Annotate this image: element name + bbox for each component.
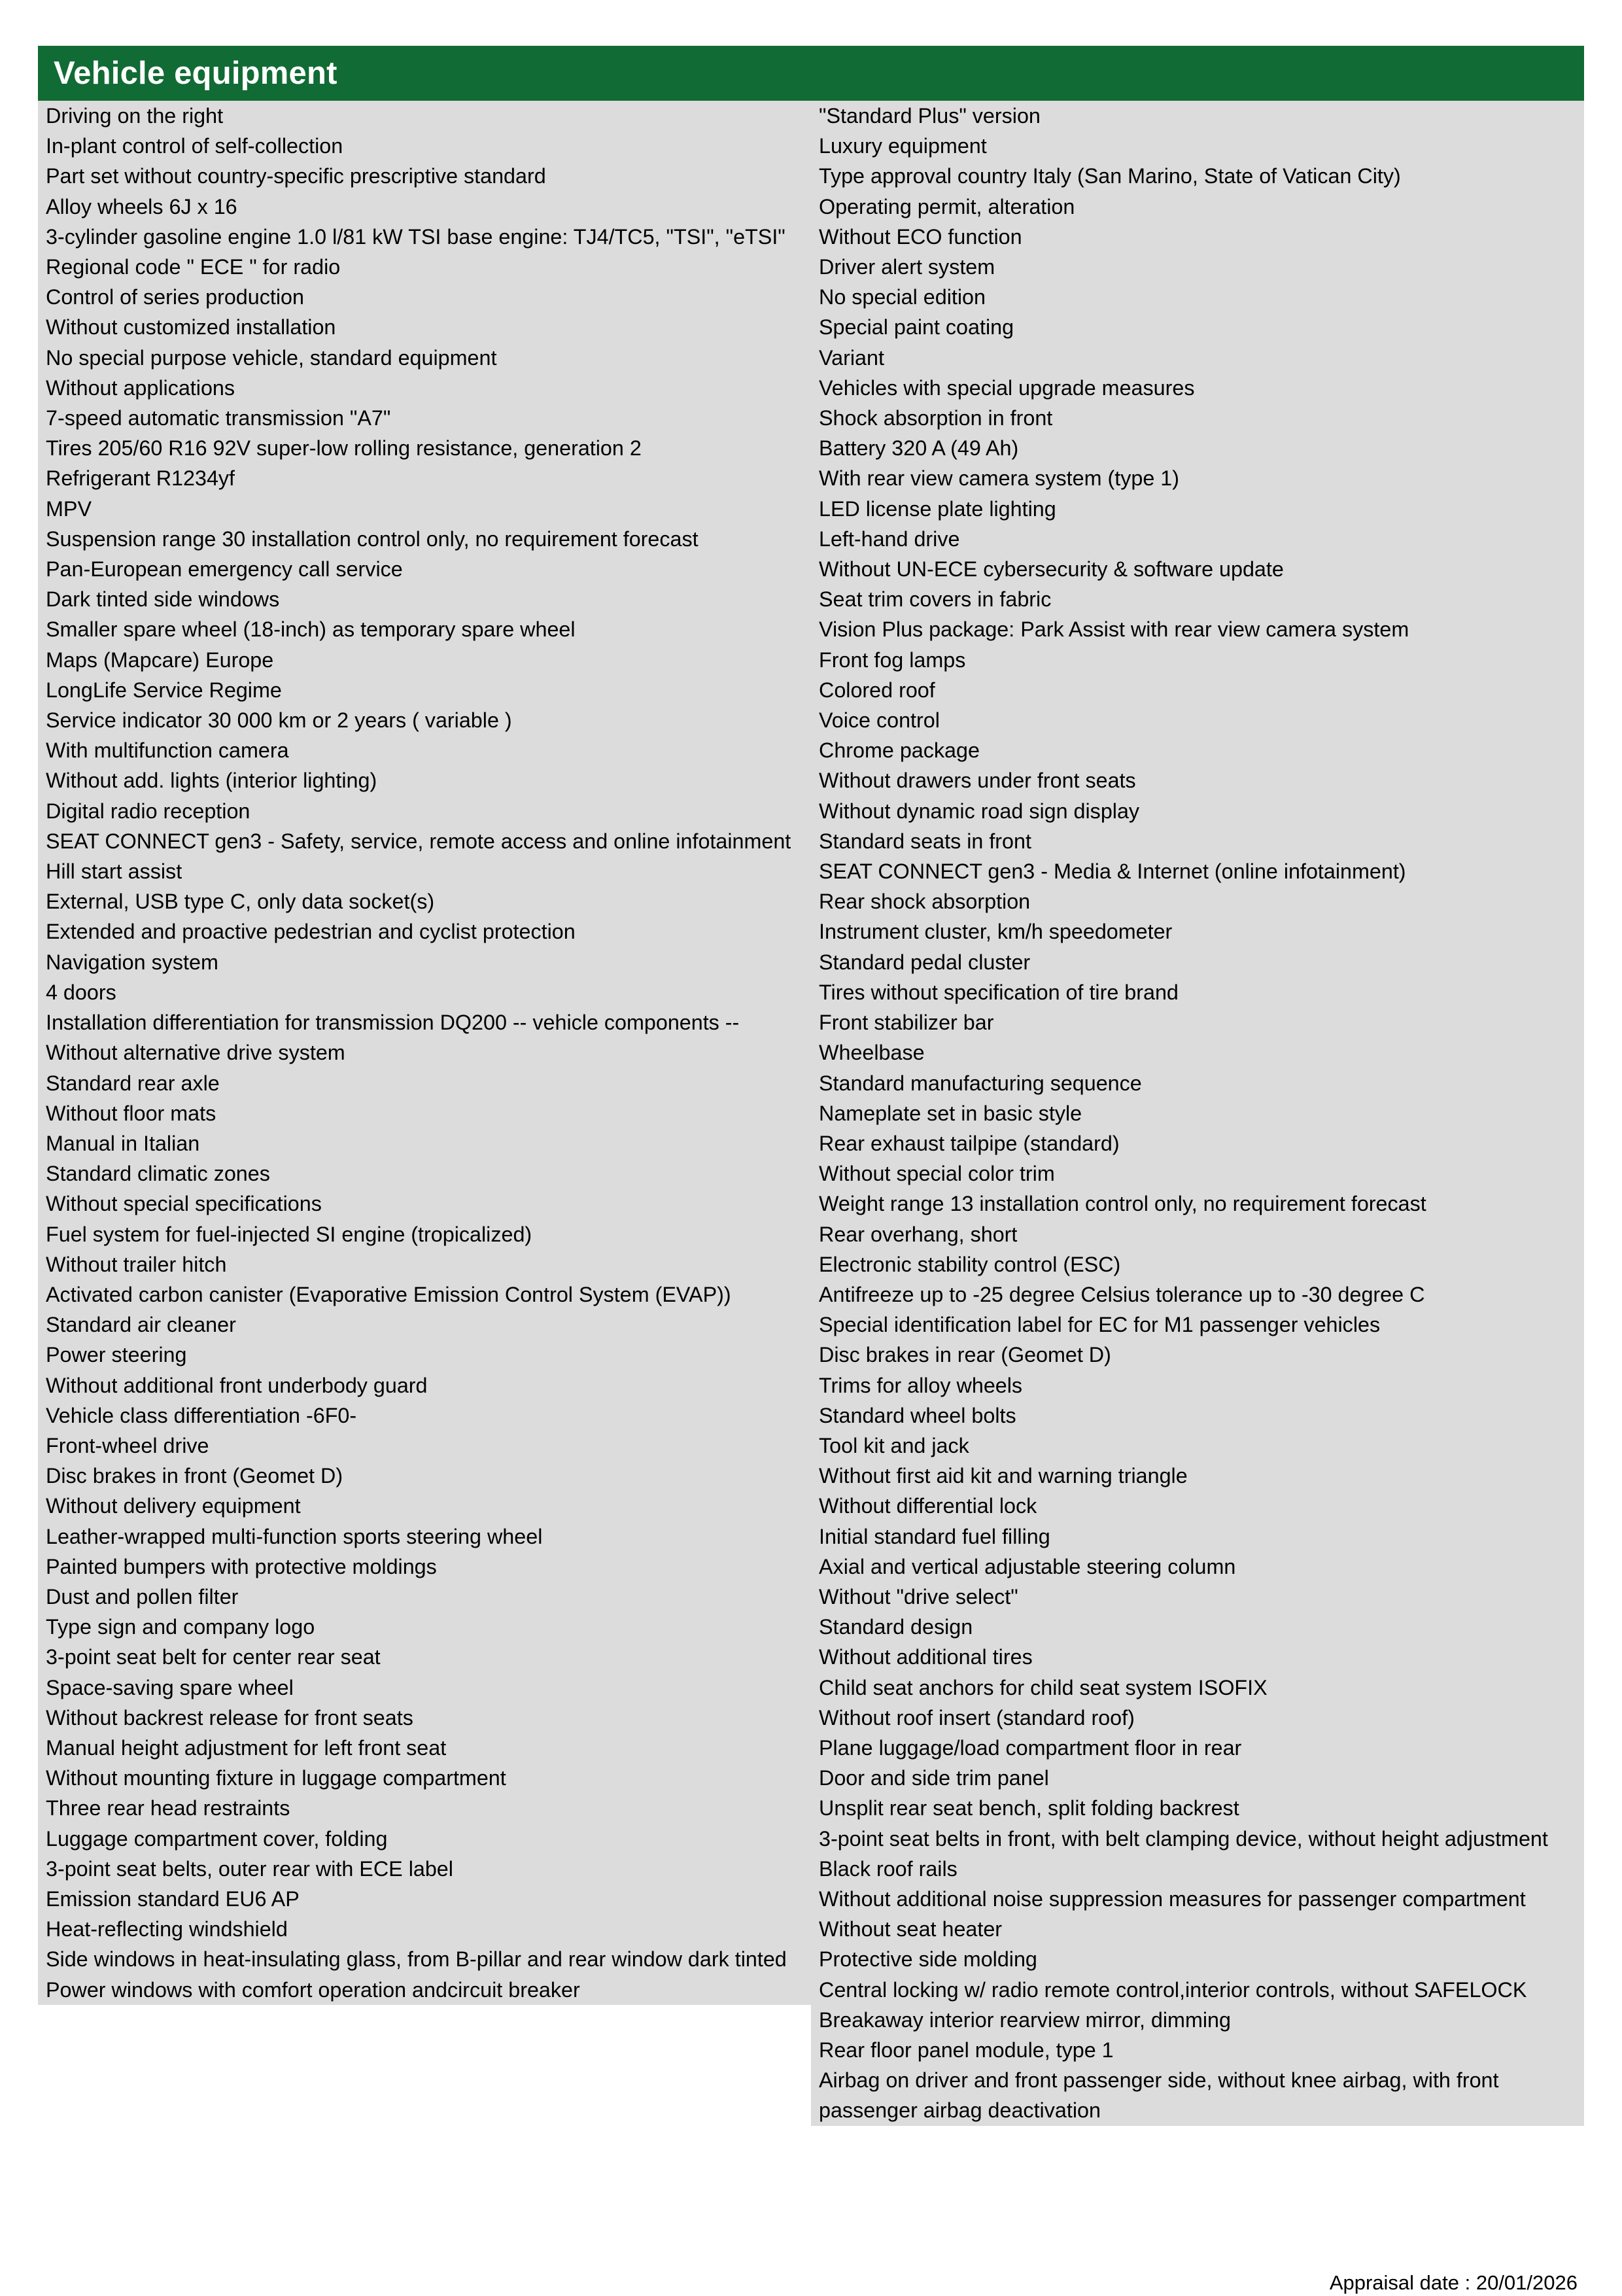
equipment-item: Without "drive select": [819, 1584, 1018, 1609]
equipment-item: 4 doors: [46, 980, 116, 1004]
equipment-item: In-plant control of self-collection: [46, 134, 343, 158]
equipment-item: Instrument cluster, km/h speedometer: [819, 920, 1173, 944]
equipment-item: Activated carbon canister (Evaporative Emission Control System (EVAP)): [46, 1282, 731, 1306]
equipment-item: LongLife Service Regime: [46, 678, 282, 702]
equipment-item: Without roof insert (standard roof): [819, 1705, 1135, 1730]
equipment-item: Black roof rails: [819, 1856, 958, 1881]
equipment-item: Without floor mats: [46, 1101, 216, 1125]
equipment-item: Without customized installation: [46, 315, 336, 339]
equipment-item: SEAT CONNECT gen3 - Media & Internet (online infotainment): [819, 860, 1406, 884]
equipment-item: Standard rear axle: [46, 1071, 220, 1095]
equipment-item: Chrome package: [819, 739, 980, 763]
equipment-item: Initial standard fuel filling: [819, 1524, 1050, 1548]
equipment-item: Door and side trim panel: [819, 1766, 1049, 1790]
equipment-item: Rear floor panel module, type 1: [819, 2038, 1114, 2062]
equipment-item: No special edition: [819, 285, 986, 309]
equipment-item: Vision Plus package: Park Assist with rear view camera system: [819, 617, 1409, 642]
equipment-item: Alloy wheels 6J x 16: [46, 194, 237, 218]
equipment-item: Maps (Mapcare) Europe: [46, 648, 274, 672]
equipment-item: Without special specifications: [46, 1192, 322, 1216]
equipment-item: Central locking w/ radio remote control,interior controls, without SAFELOCK: [819, 1977, 1527, 2002]
equipment-item: 3-point seat belt for center rear seat: [46, 1645, 381, 1669]
equipment-item: Driver alert system: [819, 255, 995, 279]
equipment-item: Shock absorption in front: [819, 406, 1053, 430]
equipment-item: Smaller spare wheel (18-inch) as temporary spare wheel: [46, 617, 576, 642]
equipment-item: Service indicator 30 000 km or 2 years ( variable ): [46, 708, 512, 733]
equipment-item: Rear overhang, short: [819, 1222, 1018, 1246]
equipment-item: Extended and proactive pedestrian and cyclist protection: [46, 920, 576, 944]
equipment-item: Driving on the right: [46, 104, 224, 128]
equipment-item: Left-hand drive: [819, 527, 960, 551]
equipment-item: Without differential lock: [819, 1494, 1037, 1518]
equipment-item: Vehicles with special upgrade measures: [819, 375, 1195, 400]
equipment-item: Axial and vertical adjustable steering column: [819, 1554, 1236, 1578]
equipment-item: 3-point seat belts in front, with belt clamping device, without height adjustment: [819, 1826, 1548, 1851]
equipment-item: 3-point seat belts, outer rear with ECE label: [46, 1856, 453, 1881]
equipment-item: Rear shock absorption: [819, 890, 1031, 914]
equipment-item: Regional code " ECE " for radio: [46, 255, 341, 279]
equipment-item: Digital radio reception: [46, 799, 250, 823]
equipment-item: Manual in Italian: [46, 1131, 200, 1155]
equipment-item: Tires without specification of tire brand: [819, 980, 1179, 1004]
equipment-item: Emission standard EU6 AP: [46, 1887, 300, 1911]
equipment-item: Tool kit and jack: [819, 1433, 969, 1457]
equipment-item: Standard pedal cluster: [819, 950, 1031, 974]
equipment-item: Disc brakes in front (Geomet D): [46, 1464, 343, 1488]
equipment-item: Without drawers under front seats: [819, 769, 1136, 793]
equipment-item: Variant: [819, 345, 884, 370]
equipment-item: Type approval country Italy (San Marino, State of Vatican City): [819, 164, 1401, 188]
equipment-item: MPV: [46, 496, 92, 521]
equipment-item: Fuel system for fuel-injected SI engine (tropicalized): [46, 1222, 532, 1246]
equipment-item: Standard air cleaner: [46, 1313, 236, 1337]
equipment-item: Seat trim covers in fabric: [819, 587, 1052, 612]
equipment-item: Standard manufacturing sequence: [819, 1071, 1142, 1095]
equipment-item: Vehicle class differentiation -6F0-: [46, 1403, 357, 1427]
equipment-item: Space-saving spare wheel: [46, 1675, 294, 1699]
equipment-item: Standard climatic zones: [46, 1162, 270, 1186]
equipment-item: Breakaway interior rearview mirror, dimming: [819, 2008, 1231, 2032]
equipment-item: Without backrest release for front seats: [46, 1705, 413, 1730]
equipment-item: Manual height adjustment for left front seat: [46, 1735, 447, 1760]
equipment-item: Battery 320 A (49 Ah): [819, 436, 1019, 461]
equipment-item: Leather-wrapped multi-function sports steering wheel: [46, 1524, 543, 1548]
equipment-item: Trims for alloy wheels: [819, 1373, 1023, 1397]
equipment-item: Without mounting fixture in luggage compartment: [46, 1766, 506, 1790]
equipment-item: Rear exhaust tailpipe (standard): [819, 1131, 1120, 1155]
equipment-item: LED license plate lighting: [819, 496, 1056, 521]
equipment-item: Without add. lights (interior lighting): [46, 769, 377, 793]
equipment-item: Refrigerant R1234yf: [46, 466, 235, 491]
equipment-item: Dark tinted side windows: [46, 587, 280, 612]
equipment-item: Control of series production: [46, 285, 304, 309]
equipment-item: Without applications: [46, 375, 235, 400]
equipment-item: Front-wheel drive: [46, 1433, 209, 1457]
equipment-item: Electronic stability control (ESC): [819, 1252, 1121, 1276]
equipment-item: Side windows in heat-insulating glass, from B-pillar and rear window dark tinted: [46, 1947, 787, 1972]
equipment-item: Nameplate set in basic style: [819, 1101, 1082, 1125]
equipment-item: Unsplit rear seat bench, split folding backrest: [819, 1796, 1239, 1820]
equipment-item: External, USB type C, only data socket(s): [46, 890, 435, 914]
section-header: [38, 46, 1584, 101]
equipment-item: Front fog lamps: [819, 648, 966, 672]
equipment-item: Without dynamic road sign display: [819, 799, 1140, 823]
equipment-item: Disc brakes in rear (Geomet D): [819, 1343, 1111, 1367]
equipment-item: Voice control: [819, 708, 940, 733]
equipment-item: 7-speed automatic transmission "A7": [46, 406, 391, 430]
equipment-item: Without additional noise suppression measures for passenger compartment: [819, 1887, 1526, 1911]
equipment-item: Weight range 13 installation control only, no requirement forecast: [819, 1192, 1426, 1216]
equipment-item: Without delivery equipment: [46, 1494, 301, 1518]
equipment-item: Without alternative drive system: [46, 1041, 345, 1065]
section-title: Vehicle equipment: [54, 56, 337, 91]
equipment-item: Power windows with comfort operation andcircuit breaker: [46, 1977, 580, 2002]
equipment-item: Without special color trim: [819, 1162, 1055, 1186]
equipment-item: With rear view camera system (type 1): [819, 466, 1179, 491]
equipment-item: Type sign and company logo: [46, 1615, 315, 1639]
equipment-item: Standard design: [819, 1615, 973, 1639]
equipment-item: Luggage compartment cover, folding: [46, 1826, 388, 1851]
equipment-item: Luxury equipment: [819, 134, 987, 158]
equipment-item: Suspension range 30 installation control only, no requirement forecast: [46, 527, 699, 551]
equipment-item: Without additional tires: [819, 1645, 1033, 1669]
equipment-item: With multifunction camera: [46, 739, 289, 763]
equipment-item: Colored roof: [819, 678, 935, 702]
equipment-item: Three rear head restraints: [46, 1796, 290, 1820]
equipment-item: Special paint coating: [819, 315, 1014, 339]
equipment-item: Dust and pollen filter: [46, 1584, 239, 1609]
equipment-item: Front stabilizer bar: [819, 1011, 994, 1035]
equipment-item: Without UN-ECE cybersecurity & software update: [819, 557, 1284, 582]
equipment-item: Plane luggage/load compartment floor in rear: [819, 1735, 1242, 1760]
equipment-item: Wheelbase: [819, 1041, 925, 1065]
equipment-item: Without seat heater: [819, 1917, 1003, 1941]
equipment-item: Painted bumpers with protective moldings: [46, 1554, 437, 1578]
appraisal-date: Appraisal date : 20/01/2026: [1329, 2271, 1578, 2294]
equipment-item: Installation differentiation for transmission DQ200 -- vehicle components --: [46, 1011, 740, 1035]
equipment-item: Without trailer hitch: [46, 1252, 227, 1276]
equipment-item: No special purpose vehicle, standard equipment: [46, 345, 497, 370]
equipment-item: Special identification label for EC for M1 passenger vehicles: [819, 1313, 1381, 1337]
equipment-item: Operating permit, alteration: [819, 194, 1075, 218]
equipment-item: Standard wheel bolts: [819, 1403, 1016, 1427]
equipment-item: "Standard Plus" version: [819, 104, 1041, 128]
equipment-item: Power steering: [46, 1343, 187, 1367]
equipment-item: Antifreeze up to -25 degree Celsius tolerance up to -30 degree C: [819, 1282, 1425, 1306]
equipment-list-left: [38, 101, 812, 2005]
equipment-item: Hill start assist: [46, 860, 182, 884]
equipment-item: Without first aid kit and warning triangle: [819, 1464, 1188, 1488]
equipment-item: Heat-reflecting windshield: [46, 1917, 288, 1941]
equipment-item: Tires 205/60 R16 92V super-low rolling resistance, generation 2: [46, 436, 642, 461]
equipment-item: Airbag on driver and front passenger side, without knee airbag, with front passenger airbag deactivation: [819, 2068, 1499, 2123]
equipment-item: SEAT CONNECT gen3 - Safety, service, remote access and online infotainment: [46, 829, 791, 853]
equipment-item: Pan-European emergency call service: [46, 557, 403, 582]
equipment-list-right: [811, 101, 1584, 2126]
equipment-item: Without additional front underbody guard: [46, 1373, 428, 1397]
equipment-item: 3-cylinder gasoline engine 1.0 l/81 kW TSI base engine: TJ4/TC5, "TSI", "eTSI": [46, 224, 785, 249]
equipment-item: Part set without country-specific prescriptive standard: [46, 164, 546, 188]
equipment-item: Without ECO function: [819, 224, 1022, 249]
equipment-item: Child seat anchors for child seat system ISOFIX: [819, 1675, 1268, 1699]
equipment-item: Protective side molding: [819, 1947, 1037, 1972]
equipment-item: Standard seats in front: [819, 829, 1031, 853]
equipment-item: Navigation system: [46, 950, 218, 974]
